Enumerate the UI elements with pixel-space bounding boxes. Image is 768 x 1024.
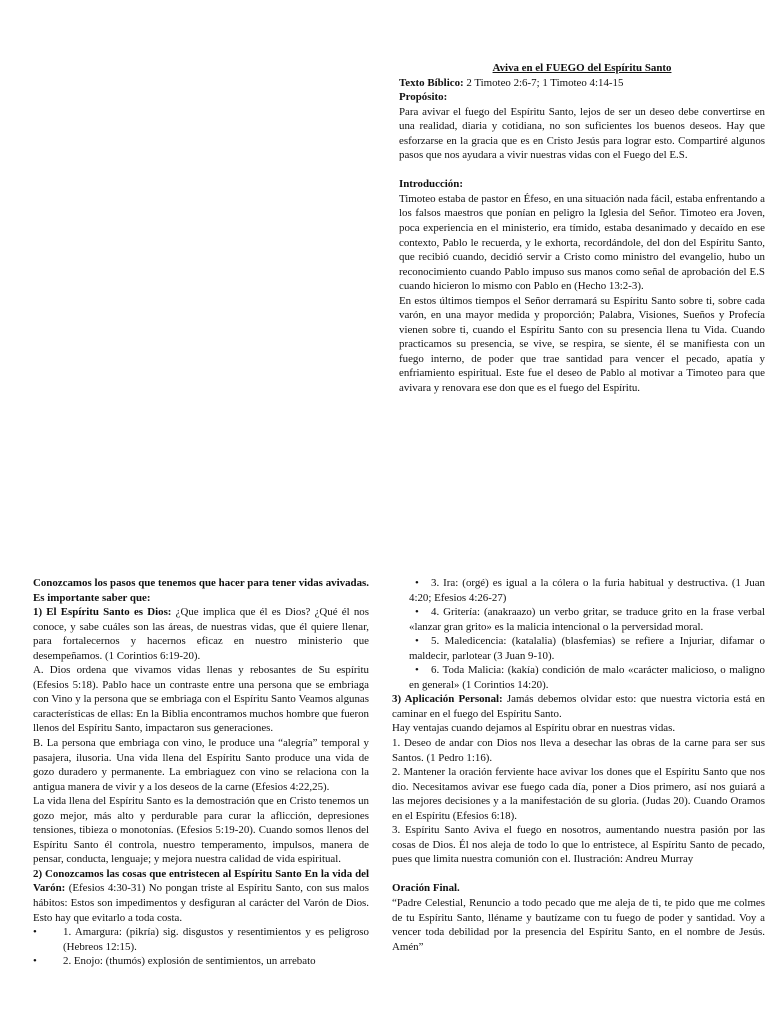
paragraph-b: B. La persona que embriaga con vino, le produce una “alegría” temporal y pasajera, ilusoria. Una vida llena del Espíritu Santo produce una vida de gozo duradero y permanente. La embriaguez con vino se relaciona con la antigua manera de vivir y a los deseos de la carne (Efesios 4:22,25). bbox=[33, 737, 369, 793]
top-column bbox=[399, 61, 765, 396]
section-1-label: 1) El Espíritu Santo es Dios: bbox=[33, 606, 172, 619]
application-item-3: 3. Espíritu Santo Aviva el fuego en nosotros, aumentando nuestra pasión por las cosas de Dios. Él nos aleja de todo lo que lo entristece, al Espíritu Santo de pecado, pues que limita nuestra comunión con el. Ilustración: Andreu Murray bbox=[392, 824, 765, 866]
list-item: • 5. Maledicencia: (katalalia) (blasfemias) se refiere a Injuriar, difamar o maldecir, parlotear (3 Juan 9-10). bbox=[392, 634, 765, 663]
texto-biblico-value: 2 Timoteo 2:6-7; 1 Timoteo 4:14-15 bbox=[463, 76, 624, 89]
section-2-text: (Efesios 4:30-31) No pongan triste al Espíritu Santo, con sus malos hábitos: Estos son impedimentos y desfiguran al carácter del Varón de Dios. Esto hay que evitarlo a toda costa. bbox=[33, 882, 369, 924]
proposito-text: Para avivar el fuego del Espíritu Santo, lejos de ser un deseo debe convertirse en una realidad, diaria y cotidiana, no son suficientes los buenos deseos. Hay que esforzarse en la gracia que es en Cristo Jesús para lograr esto. Compartiré algunos pasos que nos ayudara a vivir nuestras vidas con el Fuego del E.S. bbox=[399, 105, 765, 162]
section-3-label: 3) Aplicación Personal: bbox=[392, 693, 503, 706]
paragraph-a: A. Dios ordena que vivamos vidas llenas y rebosantes de Su espíritu (Efesios 5:18). Pablo hace un contraste entre una persona que se embriaga con Vino y la persona que se embriaga con el Espíritu Santo Veamos algunas características de ellas: En la Biblia encontramos muchos hombre que fueron llenos del Espíritu Santo, impactaron sus generaciones. bbox=[33, 664, 369, 735]
introduccion-label: Introducción: bbox=[399, 178, 463, 191]
section-3 bbox=[392, 692, 765, 721]
section-3-text: Jamás debemos olvidar esto: que nuestra victoria está en caminar en el fuego del Espíritu Santo. bbox=[392, 693, 765, 720]
proposito-label: Propósito: bbox=[399, 91, 448, 104]
paragraph-c: La vida llena del Espíritu Santo es la demostración que en Cristo tenemos un gozo mejor, más alto y perdurable para curar la aflicción, depresiones tensiones, tibieza o monotonías. (Efesios 5:19-20). Cuando somos llenos del Espíritu Santo él controla, nuestro temperamento, impulsos, manera de pensar, conducta, lenguaje; y mejora nuestra calidad de vida espiritual. bbox=[33, 795, 369, 866]
list-item: • 1. Amargura: (pikría) sig. disgustos y resentimientos y es peligroso (Hebreos 12:15). bbox=[33, 925, 369, 954]
list-item: • 3. Ira: (orgé) es igual a la cólera o la furia habitual y destructiva. (1 Juan 4:20; Efesios 4:26-27) bbox=[392, 576, 765, 605]
spacer bbox=[392, 867, 765, 882]
introduccion-paragraph-2: En estos últimos tiempos el Señor derramará su Espíritu Santo sobre ti, sobre cada varón, en una mayor medida y proporción; Palabra, Visiones, Sueños y Profecía vienen sobre ti, cuando el Espíritu Santo con su presencia llena tu Vida. Cuando practicamos su presencia, se vive, se respira, se siente, él se manifiesta con un fuego interno, de poder que trae santidad para vencer el pecado, apatía y enfriamiento espiritual. Este fue el deseo de Pablo al motivar a Timoteo para que avivara y renovara ese don que es el fuego del Espíritu. bbox=[399, 294, 765, 394]
section-1-text: ¿Que implica que él es Dios? ¿Qué él nos conoce, y sabe cuáles son las áreas, de nuestras vidas, que él quiere llenar, para fortalecernos y hacernos eficaz en nuestro ministerio que desempeñamos. (1 Corintios 6:19-20). bbox=[33, 606, 369, 662]
application-item-1: 1. Deseo de andar con Dios nos lleva a desechar las obras de la carne para ser sus Santos. (1 Pedro 1:16). bbox=[392, 737, 765, 764]
texto-biblico bbox=[399, 76, 765, 91]
sins-list bbox=[33, 925, 369, 969]
section-3-paragraph-2: Hay ventajas cuando dejamos al Espíritu obrar en nuestras vidas. bbox=[392, 722, 676, 735]
section-2-label: 2) Conozcamos las cosas que entristecen al Espíritu Santo En la vida del Varón: bbox=[33, 867, 369, 895]
document-title: Aviva en el FUEGO del Espíritu Santo bbox=[492, 62, 672, 74]
spacer bbox=[399, 163, 765, 178]
right-column bbox=[392, 576, 765, 954]
left-column bbox=[33, 576, 369, 969]
oracion-label: Oración Final. bbox=[392, 882, 460, 895]
introduccion-paragraph-1: Timoteo estaba de pastor en Éfeso, en una situación nada fácil, estaba enfrentando a los falsos maestros que ponían en peligro la Iglesia del Señor. Timoteo era Joven, poca experiencia en el ministerio, era tímido, estaba desanimado y decaído en ese contexto, Pablo le recuerda, y le exhorta, recordándole, del don del Espíritu Santo, que recibió cuando, decidió servir a Cristo como ministro del evangelio, hubo un reconocimiento cuando Pablo impuso sus manos como señal de aprobación del E.S cuando hicieron lo mismo con Pablo en (Hecho 13:2-3). bbox=[399, 192, 765, 293]
list-item: • 2. Enojo: (thumós) explosión de sentimientos, un arrebato bbox=[33, 954, 369, 969]
oracion-text: “Padre Celestial, Renuncio a todo pecado que me aleja de ti, te pido que me colmes de tu Espíritu Santo, lléname y bautízame con tu fuego de poder y santidad. Voy a vencer toda debilidad por la presencia del Espíritu Santo, en el nombre de Jesús. Amén” bbox=[392, 896, 765, 953]
application-item-2: 2. Mantener la oración ferviente hace avivar los dones que el Espíritu Santo que nos dio. Necesitamos avivar ese fuego cada día, poner a Dios primero, así nos guiará a las mejores decisiones y a la manifestación de su gloria. (Judas 20). Cuando Oramos en el Espíritu (Efesios 6:18). bbox=[392, 766, 765, 822]
section-1 bbox=[33, 605, 369, 663]
texto-biblico-label: Texto Bíblico: bbox=[399, 76, 464, 89]
sins-list-continued bbox=[392, 576, 765, 692]
section-2 bbox=[33, 867, 369, 925]
steps-heading: Conozcamos los pasos que tenemos que hacer para tener vidas avivadas. Es importante saber que: bbox=[33, 577, 369, 604]
list-item: • 4. Gritería: (anakraazo) un verbo gritar, se traduce grito en la frase verbal «lanzar gran grito» es la malicia intencional o la perversidad moral. bbox=[392, 605, 765, 634]
list-item: • 6. Toda Malicia: (kakía) condición de malo «carácter malicioso, o maligno en general» (1 Corintios 14:20). bbox=[392, 663, 765, 692]
